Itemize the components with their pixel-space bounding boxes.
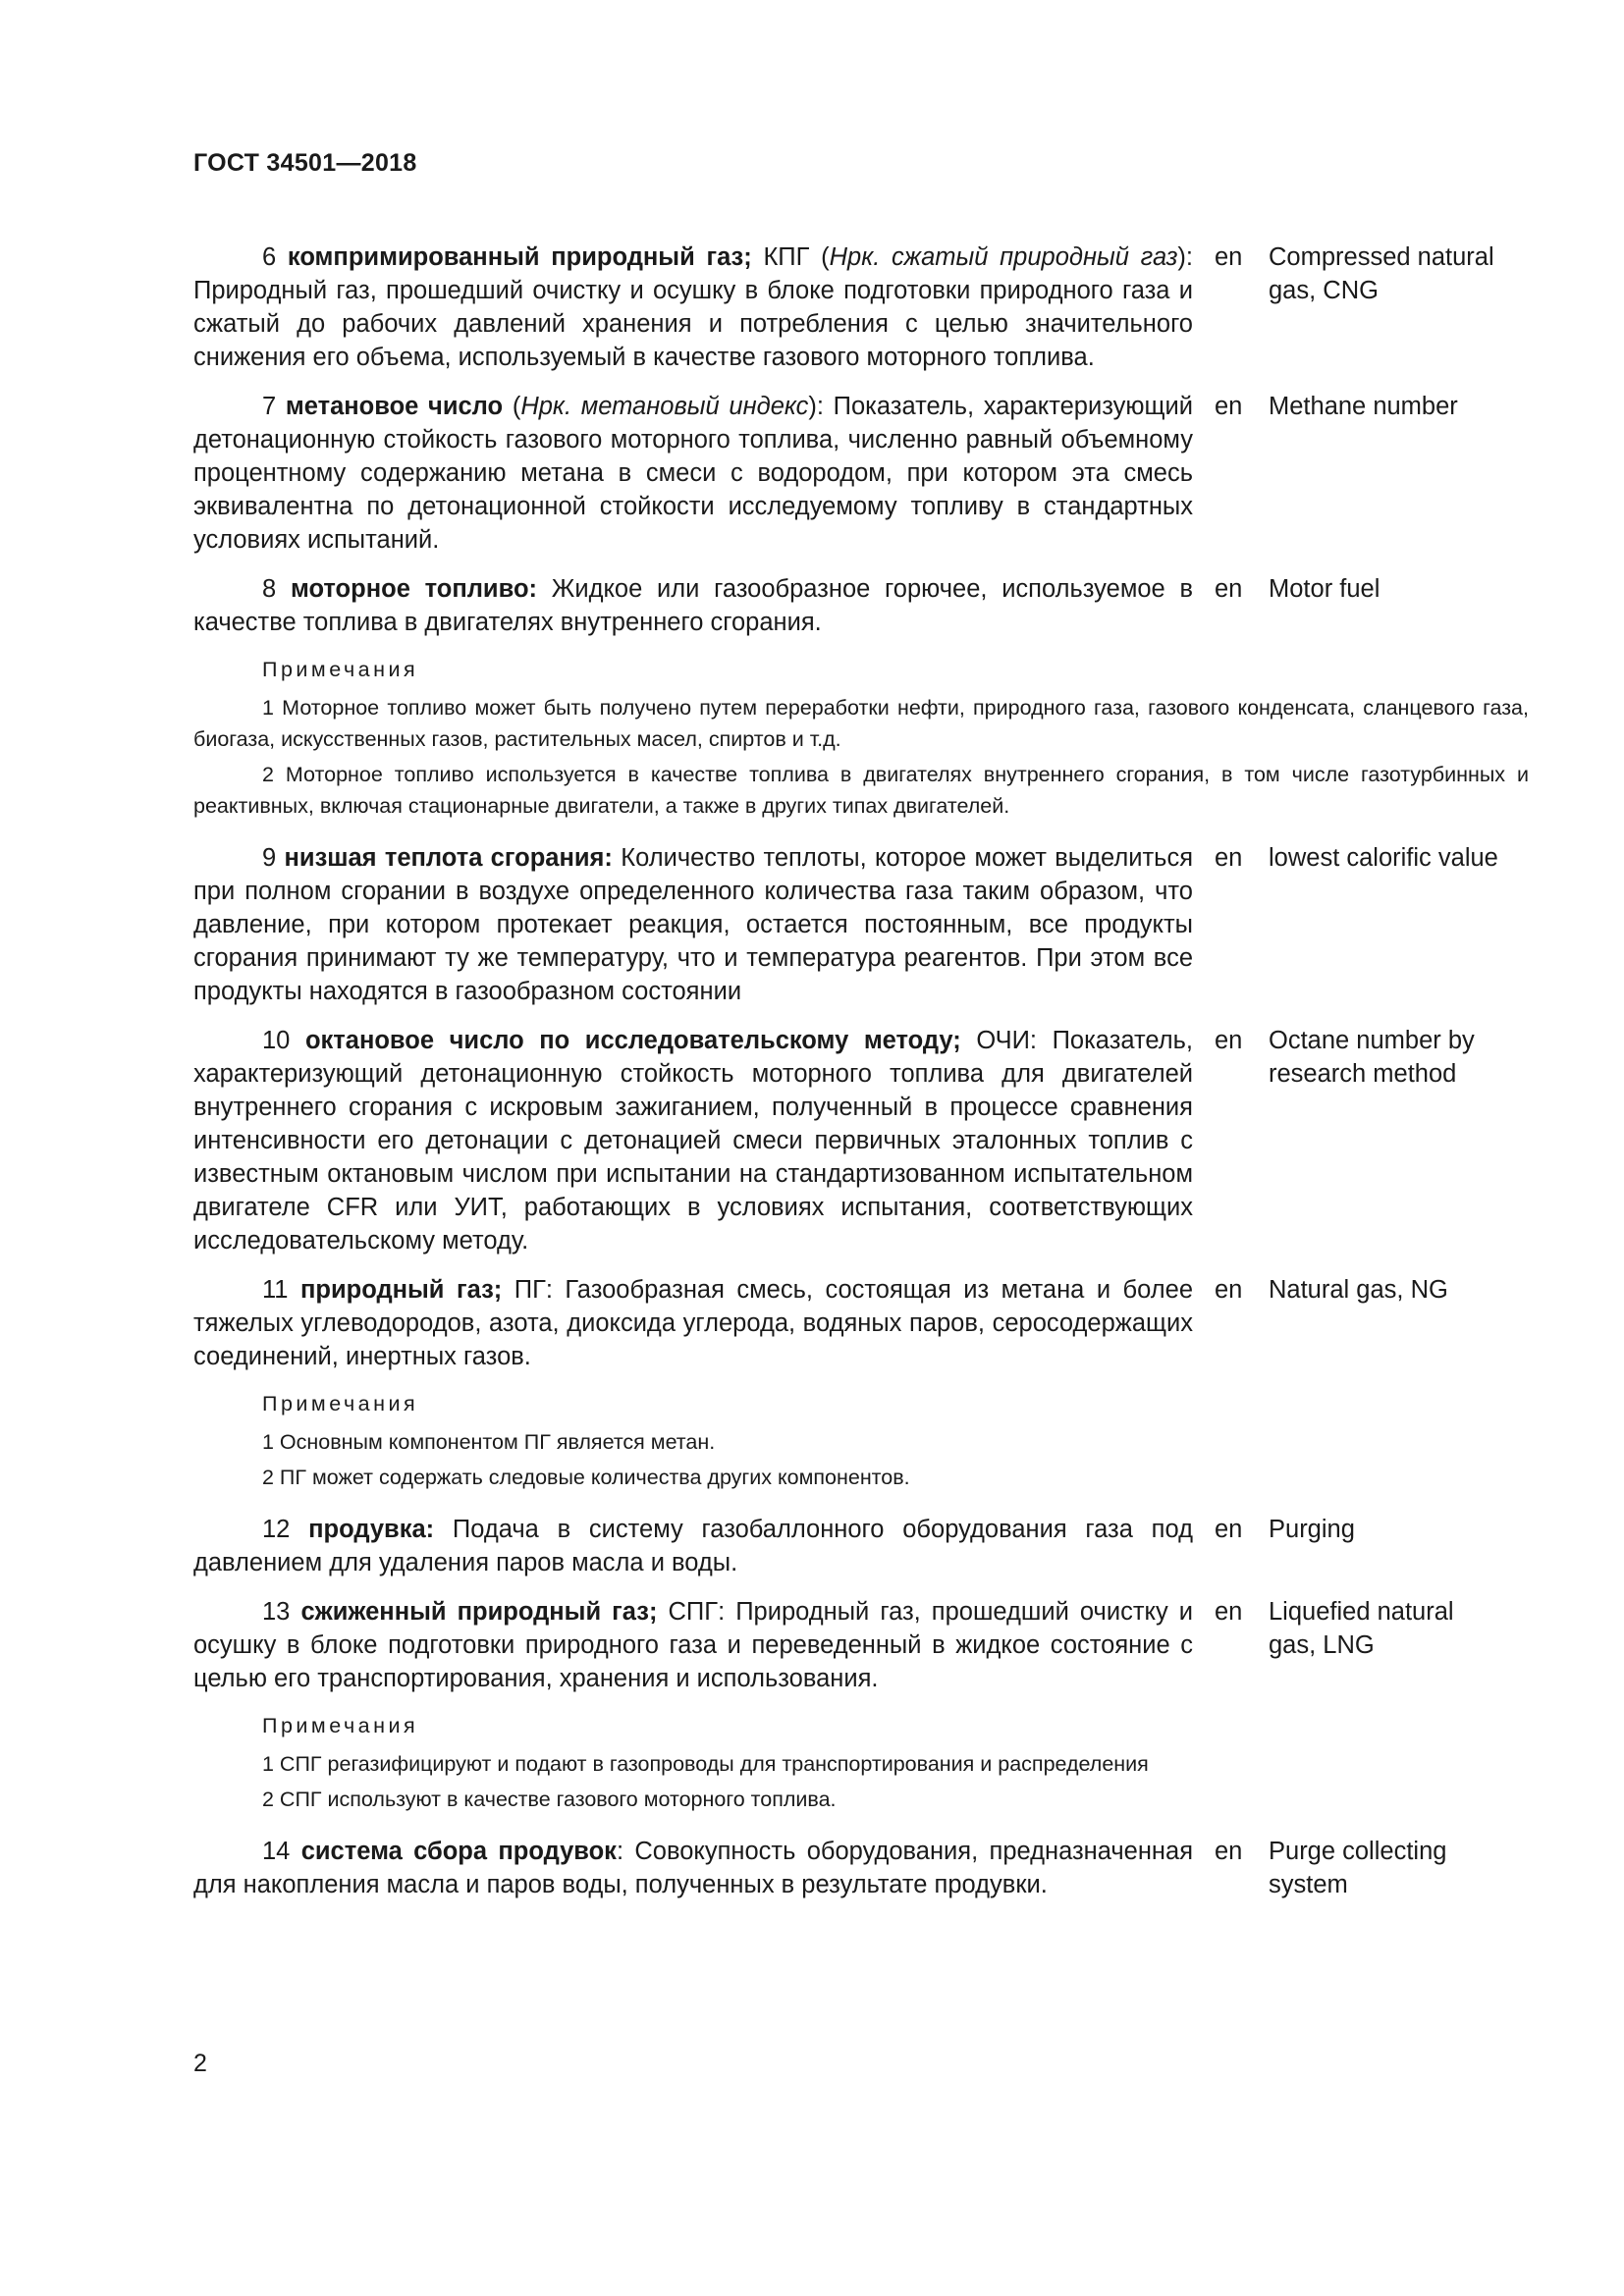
term-number: 10 [262, 1027, 291, 1054]
term-definition-12 [193, 1513, 1193, 1579]
term-name: метановое число [285, 393, 504, 420]
document-header: ГОСТ 34501—2018 [193, 149, 417, 177]
note-item: 2 СПГ используют в качестве газового моторного топлива. [262, 1788, 837, 1811]
term-entry-8 [193, 572, 1529, 639]
term-name: моторное топливо: [290, 575, 538, 603]
term-lang-code: en [1215, 243, 1243, 271]
term-synonym-prefix: ( [821, 243, 830, 271]
term-english-equivalent: Motor fuel [1269, 575, 1380, 603]
term-entry-10 [193, 1024, 1529, 1257]
page-number: 2 [193, 2050, 207, 2077]
term-lang-code: en [1215, 1598, 1243, 1626]
term-lang-code: en [1215, 393, 1243, 420]
term-definition-text: Количество теплоты, которое может выделиться при полном сгорании в воздухе определенного количества газа таким образом, что давление, при котором протекает реакция, остается постоянным, все продукты сгорания принимают ту же температуру, что и температура реагентов. При этом все продукты находятся в газообразном состоянии [193, 844, 1193, 1005]
notes-title: Примечания [262, 1714, 419, 1737]
note-item: 2 ПГ может содержать следовые количества других компонентов. [262, 1466, 910, 1489]
term-lang-code: en [1215, 575, 1243, 603]
term-definition-text: Жидкое или газообразное горючее, используемое в качестве топлива в двигателях внутреннего сгорания. [193, 575, 1194, 636]
term-definition-text: : Совокупность оборудования, предназначенная для накопления масла и паров воды, полученных в результате продувки. [193, 1838, 1193, 1898]
term-number: 8 [262, 575, 277, 603]
term-english-equivalent: Methane number [1269, 393, 1458, 420]
term-name: октановое число по исследовательскому методу; [304, 1027, 961, 1054]
term-name: природный газ; [299, 1276, 503, 1304]
notes-block-11 [193, 1389, 1529, 1493]
term-entry-11 [193, 1273, 1529, 1373]
term-lang-code: en [1215, 1276, 1243, 1304]
term-lang-code: en [1215, 1516, 1243, 1543]
term-synonym: Нрк. сжатый природный газ [829, 243, 1178, 271]
term-english-equivalent: Purge collecting system [1269, 1838, 1447, 1898]
notes-title: Примечания [262, 658, 419, 681]
term-definition-text: ПГ: Газообразная смесь, состоящая из метана и более тяжелых углеводородов, азота, диоксида углерода, водяных паров, серосодержащих соединений, инертных газов. [193, 1276, 1194, 1370]
term-definition-8 [193, 572, 1193, 639]
term-definition-text: СПГ: Природный газ, прошедший очистку и осушку в блоке подготовки природного газа и переведенный в жидкое состояние с целью его транспортирования, хранения и использования. [193, 1598, 1193, 1692]
term-lang-code: en [1215, 1838, 1243, 1865]
term-number: 11 [262, 1276, 289, 1304]
note-item: 1 Основным компонентом ПГ является метан. [262, 1430, 716, 1454]
term-name: низшая теплота сгорания: [284, 844, 613, 872]
note-item: 1 Моторное топливо может быть получено путем переработки нефти, природного газа, газового конденсата, сланцевого газа, биогаза, искусственных газов, растительных масел, спиртов и т.д. [193, 696, 1529, 751]
term-lang-code: en [1215, 844, 1243, 872]
term-entry-14 [193, 1835, 1529, 1901]
term-english-equivalent: Purging [1269, 1516, 1355, 1543]
term-entry-9 [193, 841, 1529, 1008]
term-name: компримированный природный газ; [287, 243, 752, 271]
term-definition-text: Подача в систему газобаллонного оборудования газа под давлением для удаления паров масла и воды. [193, 1516, 1193, 1576]
term-definition-text: ): Природный газ, прошедший очистку и осушку в блоке подготовки природного газа и сжатый до рабочих давлений хранения и потребления с целью значительного снижения его объема, используемый в качестве газового моторного топлива. [193, 243, 1193, 371]
term-definition-14 [193, 1835, 1193, 1901]
term-number: 7 [262, 393, 277, 420]
term-name: сжиженный природный газ; [300, 1598, 658, 1626]
term-english-equivalent: lowest calorific value [1269, 844, 1498, 872]
term-entry-12 [193, 1513, 1529, 1579]
notes-title: Примечания [262, 1392, 419, 1415]
term-definition-7 [193, 390, 1193, 557]
term-definition-text: ОЧИ: Показатель, характеризующий детонационную стойкость моторного топлива для двигателей внутреннего сгорания с искровым зажиганием, полученный в процессе сравнения интенсивности его детонации с детонацией смеси первичных эталонных топлив с известным октановым числом при испытании на стандартизованном испытательном двигателе CFR или УИТ, работающих в условиях испытания, соответствующих исследовательскому методу. [193, 1027, 1193, 1255]
note-item: 2 Моторное топливо используется в качестве топлива в двигателях внутреннего сгорания, в том числе газотурбинных и реактивных, включая стационарные двигатели, а также в других типах двигателей. [193, 763, 1529, 818]
term-english-equivalent: Octane number by research method [1269, 1027, 1475, 1088]
notes-block-13 [193, 1711, 1529, 1815]
term-definition-text: ): Показатель, характеризующий детонационную стойкость газового моторного топлива, численно равный объемному процентному содержанию метана в смеси с водородом, при котором эта смесь эквивалентна по детонационной стойкости исследуемому топливу в стандартных условиях испытаний. [193, 393, 1193, 554]
term-english-equivalent: Natural gas, NG [1269, 1276, 1448, 1304]
term-lang-code: en [1215, 1027, 1243, 1054]
term-definition-11 [193, 1273, 1193, 1373]
term-definition-6 [193, 240, 1193, 374]
term-synonym-prefix: ( [512, 393, 521, 420]
term-definition-9 [193, 841, 1193, 1008]
term-number: 12 [262, 1516, 291, 1543]
term-number: 14 [262, 1838, 291, 1865]
term-name: продувка: [308, 1516, 435, 1543]
note-item: 1 СПГ регазифицируют и подают в газопроводы для транспортирования и распределения [262, 1752, 1149, 1776]
term-definition-10 [193, 1024, 1193, 1257]
term-number: 6 [262, 243, 277, 271]
notes-block-8 [193, 655, 1529, 822]
term-name: система сбора продувок [300, 1838, 617, 1865]
term-definition-13 [193, 1595, 1193, 1695]
term-entry-6 [193, 240, 1529, 374]
term-synonym: Нрк. метановый индекс [520, 393, 809, 420]
term-number: 13 [262, 1598, 291, 1626]
term-entry-7 [193, 390, 1529, 557]
term-english-equivalent: Liquefied natural gas, LNG [1269, 1598, 1454, 1659]
terms-content [193, 240, 1529, 1917]
term-entry-13 [193, 1595, 1529, 1695]
term-english-equivalent: Compressed natural gas, CNG [1269, 243, 1494, 304]
term-abbreviation: КПГ [763, 243, 810, 271]
term-number: 9 [262, 844, 277, 872]
